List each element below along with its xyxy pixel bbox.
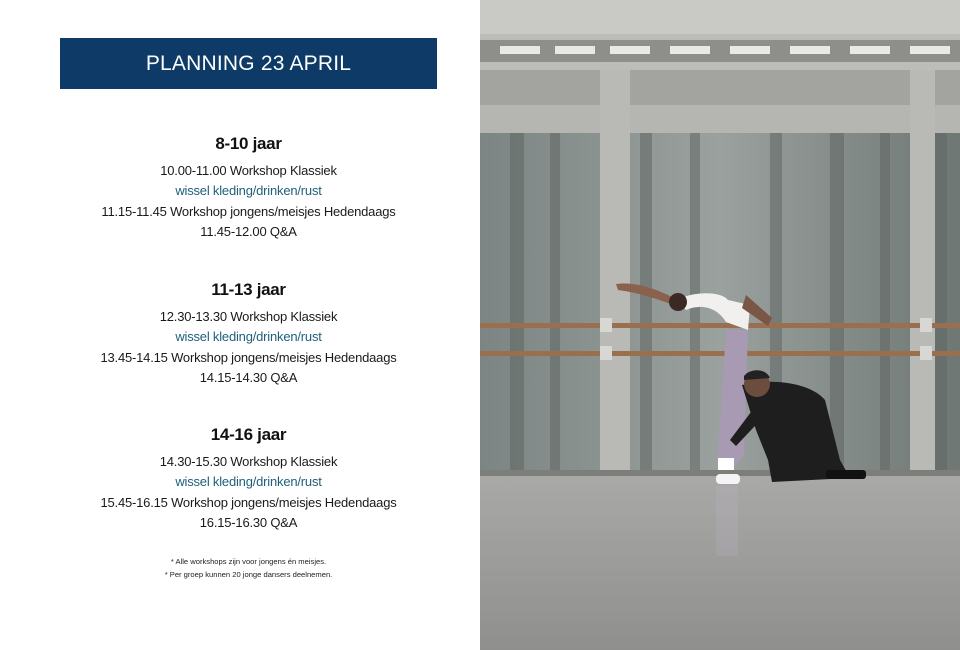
footnote: * Per groep kunnen 20 jonge dansers deelnemen. bbox=[164, 569, 333, 579]
schedule-line: 14.15-14.30 Q&A bbox=[199, 369, 298, 385]
footnote: * Alle workshops zijn voor jongens én meisjes. bbox=[170, 557, 327, 566]
ballet-studio-photo bbox=[480, 0, 960, 650]
footnotes bbox=[60, 556, 437, 581]
schedule-line: 11.15-11.45 Workshop jongens/meisjes Hedendaags bbox=[101, 203, 396, 219]
schedule-line: 16.15-16.30 Q&A bbox=[199, 514, 298, 530]
page-title: PLANNING 23 APRIL bbox=[145, 51, 352, 75]
schedule-line: 14.30-15.30 Workshop Klassiek bbox=[159, 454, 338, 469]
break-line: wissel kleding/drinken/rust bbox=[175, 474, 322, 490]
group-title: 11-13 jaar bbox=[211, 280, 286, 299]
schedule-line: 11.45-12.00 Q&A bbox=[200, 223, 297, 239]
group-title: 14-16 jaar bbox=[210, 425, 287, 444]
schedule-line: 13.45-14.15 Workshop jongens/meisjes Hedendaags bbox=[100, 349, 397, 365]
schedule-line: 10.00-11.00 Workshop Klassiek bbox=[160, 163, 337, 178]
schedule-line: 12.30-13.30 Workshop Klassiek bbox=[159, 309, 338, 324]
group-title: 8-10 jaar bbox=[215, 134, 282, 153]
age-group-11-13 bbox=[60, 280, 437, 388]
break-line: wissel kleding/drinken/rust bbox=[175, 329, 322, 345]
age-group-14-16 bbox=[60, 425, 437, 533]
break-line: wissel kleding/drinken/rust bbox=[175, 183, 322, 199]
page-title-banner bbox=[60, 38, 437, 89]
schedule-line: 15.45-16.15 Workshop jongens/meisjes Hedendaags bbox=[100, 494, 397, 510]
age-group-8-10 bbox=[60, 134, 437, 242]
